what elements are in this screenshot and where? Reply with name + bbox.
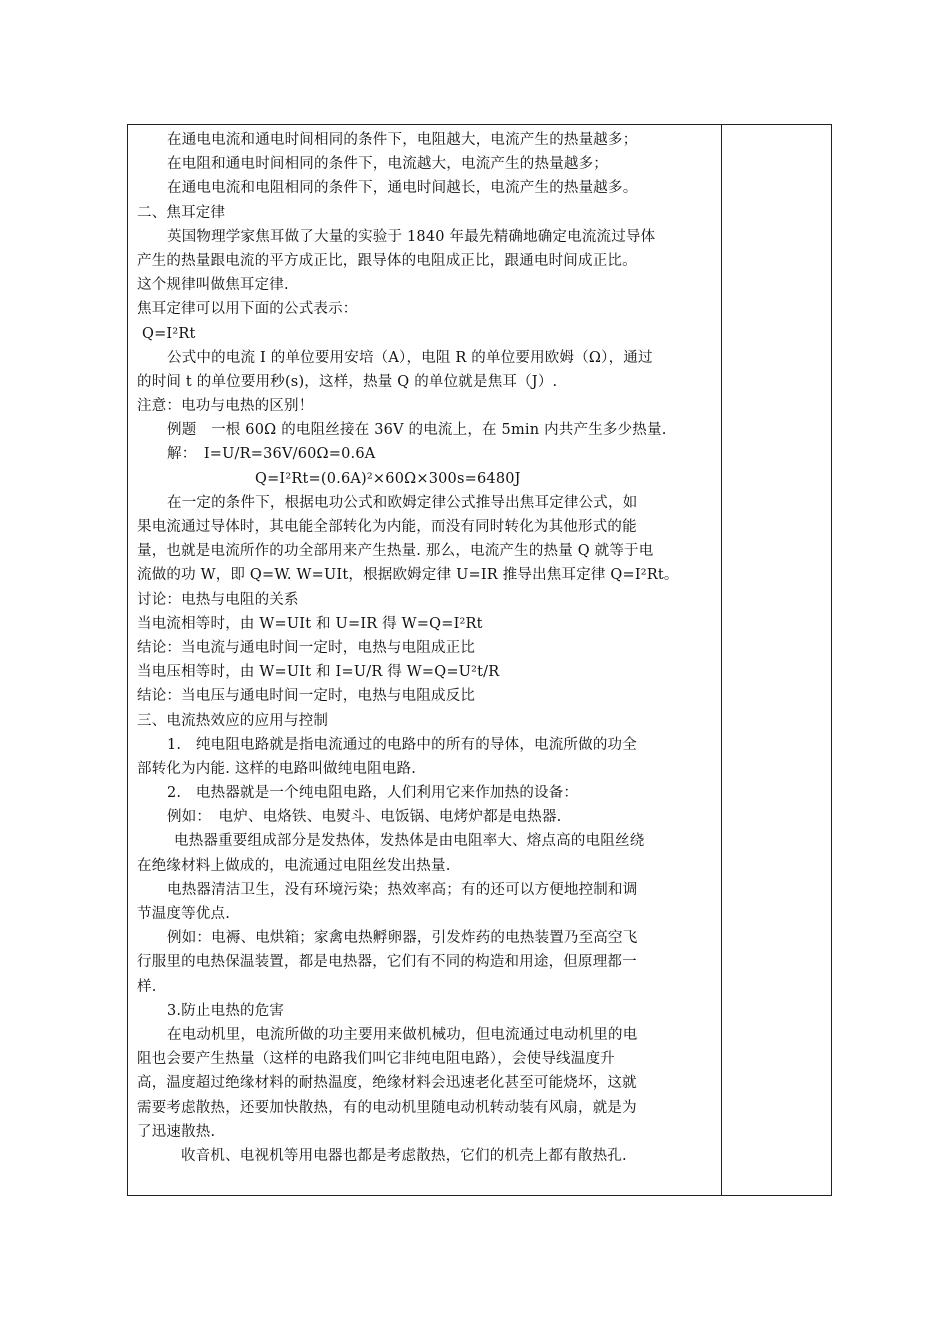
- formula-line: Q=I²Rt=(0.6A)²×60Ω×300s=6480J: [255, 470, 521, 487]
- section-heading: 三、电流热效应的应用与控制: [137, 712, 329, 729]
- text-line: 节温度等优点.: [137, 906, 231, 922]
- text-line: 这个规律叫做焦耳定律.: [137, 277, 289, 294]
- text-line: 收音机、电视机等用电器也都是考虑散热，它们的机壳上都有散热孔.: [181, 1147, 627, 1164]
- text-line: 了迅速散热.: [137, 1123, 216, 1140]
- text-line: 例如： 电炉、电烙铁、电熨斗、电饭锅、电烤炉都是电热器.: [167, 809, 562, 826]
- text-line: 流做的功 W，即 Q=W. W=UIt，根据欧姆定律 U=IR 推导出焦耳定律 Q=I²Rt。: [137, 567, 679, 584]
- text-line: 高，温度超过绝缘材料的耐热温度，绝缘材料会迅速老化甚至可能烧坏，这就: [137, 1075, 637, 1092]
- text-line: 结论：当电压与通电时间一定时，电热与电阻成反比: [137, 688, 476, 705]
- text-line: 样.: [137, 978, 157, 995]
- text-line: 当电流相等时，由 W=UIt 和 U=IR 得 W=Q=I²Rt: [137, 615, 483, 632]
- text-line: 公式中的电流 I 的单位要用安培（A），电阻 R 的单位要用欧姆（Ω），通过: [167, 349, 653, 366]
- column-divider: [721, 125, 722, 1195]
- formula-line: Q=I²Rt: [142, 325, 196, 342]
- text-line: 注意：电功与电热的区别！: [137, 398, 314, 415]
- text-line: 在一定的条件下，根据电功公式和欧姆定律公式推导出焦耳定律公式，如: [167, 494, 638, 511]
- text-line: 量，也就是电流所作的功全部用来产生热量. 那么，电流产生的热量 Q 就等于电: [137, 543, 654, 560]
- text-line: 果电流通过导体时，其电能全部转化为内能，而没有同时转化为其他形式的能: [137, 519, 637, 535]
- text-line: 2. 电热器就是一个纯电阻电路，人们利用它来作加热的设备：: [167, 785, 579, 802]
- document-table: [127, 124, 832, 1196]
- text-line: 当电压相等时，由 W=UIt 和 I=U/R 得 W=Q=U²t/R: [137, 664, 500, 681]
- text-line: 在通电电流和通电时间相同的条件下，电阻越大，电流产生的热量越多；: [167, 132, 638, 148]
- text-line: 产生的热量跟电流的平方成正比，跟导体的电阻成正比，跟通电时间成正比。: [137, 252, 637, 269]
- text-line: 英国物理学家焦耳做了大量的实验于 1840 年最先精确地确定电流流过导体: [167, 228, 656, 245]
- text-line: 电热器清洁卫生，没有环境污染；热效率高；有的还可以方便地控制和调: [167, 881, 638, 898]
- subsection-heading: 3.防止电热的危害: [167, 1002, 285, 1019]
- text-line: 焦耳定律可以用下面的公式表示：: [137, 301, 358, 318]
- section-heading: 二、焦耳定律: [137, 204, 226, 221]
- text-line: 在电阻和通电时间相同的条件下，电流越大，电流产生的热量越多；: [167, 156, 608, 173]
- text-line: 行服里的电热保温装置，都是电热器，它们有不同的构造和用途，但原理都一: [137, 954, 637, 971]
- text-line: 部转化为内能. 这样的电路叫做纯电阻电路.: [137, 760, 417, 777]
- text-line: 需要考虑散热，还要加快散热，有的电动机里随电动机转动装有风扇，就是为: [137, 1099, 637, 1116]
- notes-cell: [723, 125, 831, 1195]
- solution-line: 解： I=U/R=36V/60Ω=0.6A: [167, 446, 376, 463]
- text-line: 在绝缘材料上做成的，电流通过电阻丝发出热量.: [137, 857, 451, 874]
- text-line: 讨论：电热与电阻的关系: [137, 591, 299, 608]
- text-line: 结论：当电流与通电时间一定时，电热与电阻成正比: [137, 639, 476, 656]
- text-line: 例如：电褥、电烘箱；家禽电热孵卵器，引发炸药的电热装置乃至高空飞: [167, 930, 638, 947]
- text-line: 的时间 t 的单位要用秒(s)，这样，热量 Q 的单位就是焦耳（J）.: [137, 373, 558, 390]
- text-line: 阻也会要产生热量（这样的电路我们叫它非纯电阻电路），会使导线温度升: [137, 1051, 615, 1068]
- text-line: 在电动机里，电流所做的功主要用来做机械功，但电流通过电动机里的电: [167, 1026, 638, 1043]
- text-line: 1. 纯电阻电路就是指电流通过的电路中的所有的导体，电流所做的功全: [167, 736, 637, 753]
- text-line: 电热器重要组成部分是发热体，发热体是由电阻率大、熔点高的电阻丝绕: [174, 833, 645, 850]
- example-line: 例题 一根 60Ω 的电阻丝接在 36V 的电流上，在 5min 内共产生多少热量.: [167, 422, 667, 439]
- main-cell: [137, 128, 713, 1168]
- text-line: 在通电电流和电阻相同的条件下，通电时间越长，电流产生的热量越多。: [167, 180, 638, 197]
